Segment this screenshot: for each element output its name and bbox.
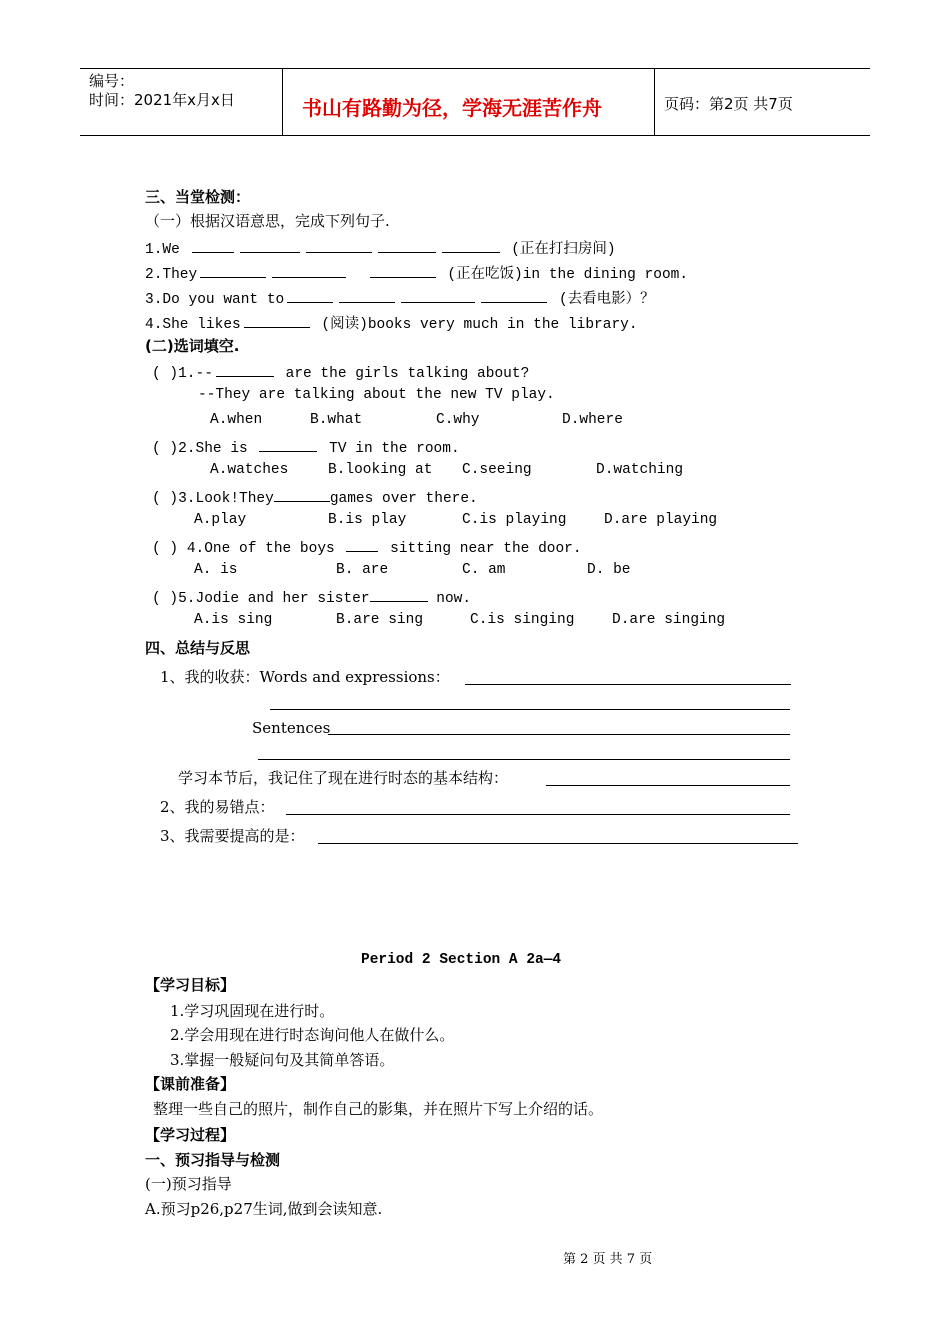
mc-option[interactable]: A.when	[210, 412, 263, 428]
q2-blank[interactable]	[200, 263, 266, 278]
mc-stem: sitting near the door.	[390, 541, 582, 557]
mc-option[interactable]: B.what	[310, 412, 363, 428]
improve-line[interactable]	[318, 843, 798, 844]
mc-stem: are the girls talking about?	[285, 366, 530, 382]
mc-stem: 2.She is	[178, 441, 248, 457]
mc-option[interactable]: D.are playing	[604, 512, 718, 528]
mc-option[interactable]: D.watching	[596, 462, 684, 478]
q3-blank[interactable]	[287, 288, 333, 303]
header-number-label: 编号：	[89, 72, 135, 90]
goals-title: 【学习目标】	[145, 976, 236, 994]
mc-option[interactable]: A.watches	[210, 462, 289, 478]
answer-paren[interactable]: ( )	[152, 541, 179, 557]
gain-line[interactable]	[465, 684, 791, 685]
header-divider-1	[282, 68, 283, 135]
prep-text: 整理一些自己的照片，制作自己的影集，并在照片下写上介绍的话。	[153, 1100, 604, 1118]
sentences-label: Sentences	[252, 719, 331, 737]
q4-prefix: 4.She likes	[145, 317, 241, 333]
q1-blank[interactable]	[442, 238, 500, 253]
q1-hint: (正在打扫房间)	[511, 242, 616, 258]
mc-option[interactable]: C.seeing	[462, 462, 532, 478]
mc-stem: TV in the room.	[329, 441, 460, 457]
q1-blank[interactable]	[240, 238, 300, 253]
q1-prefix: 1.We	[145, 242, 180, 258]
preview-item-a: A.预习p26,p27生词,做到会读知意.	[145, 1200, 383, 1218]
mc-option[interactable]: D.are singing	[612, 612, 726, 628]
goal-item: 1.学习巩固现在进行时。	[170, 1002, 335, 1020]
mc-question-1-reply: --They are talking about the new TV play.	[198, 387, 555, 403]
q2-hint: (正在吃饭)in the dining room.	[447, 267, 689, 283]
mc-option[interactable]: D. be	[587, 562, 631, 578]
sentences-line[interactable]	[328, 734, 790, 735]
q4-blank[interactable]	[244, 313, 310, 328]
header-motto: 书山有路勤为径，学海无涯苦作舟	[302, 96, 602, 120]
mc-blank	[370, 587, 428, 602]
mc-question-2	[152, 437, 460, 457]
goal-item: 3.掌握一般疑问句及其简单答语。	[170, 1051, 395, 1069]
q3-blank[interactable]	[339, 288, 395, 303]
preview-guide-title: (一)预习指导	[145, 1175, 232, 1193]
mc-question-3	[152, 487, 478, 507]
mc-option[interactable]: A. is	[194, 562, 238, 578]
q3-blank[interactable]	[481, 288, 547, 303]
sentences-line[interactable]	[258, 759, 790, 760]
part1-title: （一）根据汉语意思，完成下列句子.	[145, 212, 390, 230]
mc-option[interactable]: A.is sing	[194, 612, 273, 628]
mc-stem: now.	[436, 591, 472, 607]
answer-paren[interactable]: ( )	[152, 591, 179, 607]
mc-option[interactable]: D.where	[562, 412, 623, 428]
prep-title: 【课前准备】	[145, 1075, 236, 1093]
gain-label: 1、我的收获：Words and expressions：	[160, 668, 450, 686]
q1-blank[interactable]	[192, 238, 234, 253]
mc-option[interactable]: B. are	[336, 562, 389, 578]
q3-blank[interactable]	[401, 288, 475, 303]
mc-stem: 3.Look!They	[178, 491, 274, 507]
process-title: 【学习过程】	[145, 1126, 236, 1144]
q2-blank[interactable]	[370, 263, 436, 278]
mc-option[interactable]: C. am	[462, 562, 506, 578]
mc-stem: 5.Jodie and her sister	[178, 591, 370, 607]
header-time-label: 时间：2021年x月x日	[89, 91, 235, 109]
mc-option[interactable]: C.is singing	[470, 612, 575, 628]
preview-section-title: 一、预习指导与检测	[145, 1151, 281, 1169]
mc-stem: games over there.	[329, 491, 478, 507]
section3-title: 三、当堂检测：	[145, 188, 251, 206]
mc-option[interactable]: B.are sing	[336, 612, 424, 628]
answer-paren[interactable]: ( )	[152, 441, 179, 457]
mc-question-1	[152, 362, 529, 382]
structure-label: 学习本节后，我记住了现在进行时态的基本结构：	[178, 769, 509, 787]
mc-stem: 1.--	[178, 366, 213, 382]
part2-title: (二)选词填空.	[145, 337, 240, 355]
mc-blank	[346, 537, 378, 552]
mc-option[interactable]: B.is play	[328, 512, 407, 528]
mc-option[interactable]: A.play	[194, 512, 247, 528]
mc-option[interactable]: B.looking at	[328, 462, 433, 478]
mistakes-label: 2、我的易错点：	[160, 798, 275, 816]
q3-prefix: 3.Do you want to	[145, 292, 285, 308]
q4-hint: (阅读)books very much in the library.	[321, 317, 638, 333]
mistakes-line[interactable]	[286, 814, 790, 815]
fill-question-2	[145, 262, 688, 283]
answer-paren[interactable]: ( )	[152, 366, 179, 382]
mc-option[interactable]: C.is playing	[462, 512, 567, 528]
mc-blank	[259, 437, 317, 452]
fill-question-1	[145, 237, 616, 258]
header-page-label: 页码：第2页 共7页	[664, 95, 793, 113]
q2-blank[interactable]	[272, 263, 346, 278]
section4-title: 四、总结与反思	[145, 639, 251, 657]
fill-question-4	[145, 312, 638, 333]
mc-option[interactable]: C.why	[436, 412, 480, 428]
q1-blank[interactable]	[306, 238, 372, 253]
mc-stem: 4.One of the boys	[186, 541, 335, 557]
goal-item: 2.学会用现在进行时态询问他人在做什么。	[170, 1026, 455, 1044]
mc-question-5	[152, 587, 471, 607]
mc-question-4	[152, 537, 582, 557]
q3-hint: (去看电影）？	[558, 292, 655, 308]
q1-blank[interactable]	[378, 238, 436, 253]
answer-paren[interactable]: ( )	[152, 491, 179, 507]
page-footer: 第 2 页 共 7 页	[563, 1252, 653, 1267]
q2-prefix: 2.They	[145, 267, 198, 283]
gain-line[interactable]	[270, 709, 790, 710]
header-bottom-rule	[80, 135, 870, 136]
mc-blank	[274, 487, 330, 502]
header-divider-2	[654, 68, 655, 135]
header-top-rule	[80, 68, 870, 69]
period2-heading: Period 2 Section A 2a—4	[361, 952, 562, 968]
fill-question-3	[145, 287, 655, 308]
improve-label: 3、我需要提高的是：	[160, 827, 305, 845]
structure-line[interactable]	[546, 785, 790, 786]
mc-blank	[216, 362, 274, 377]
